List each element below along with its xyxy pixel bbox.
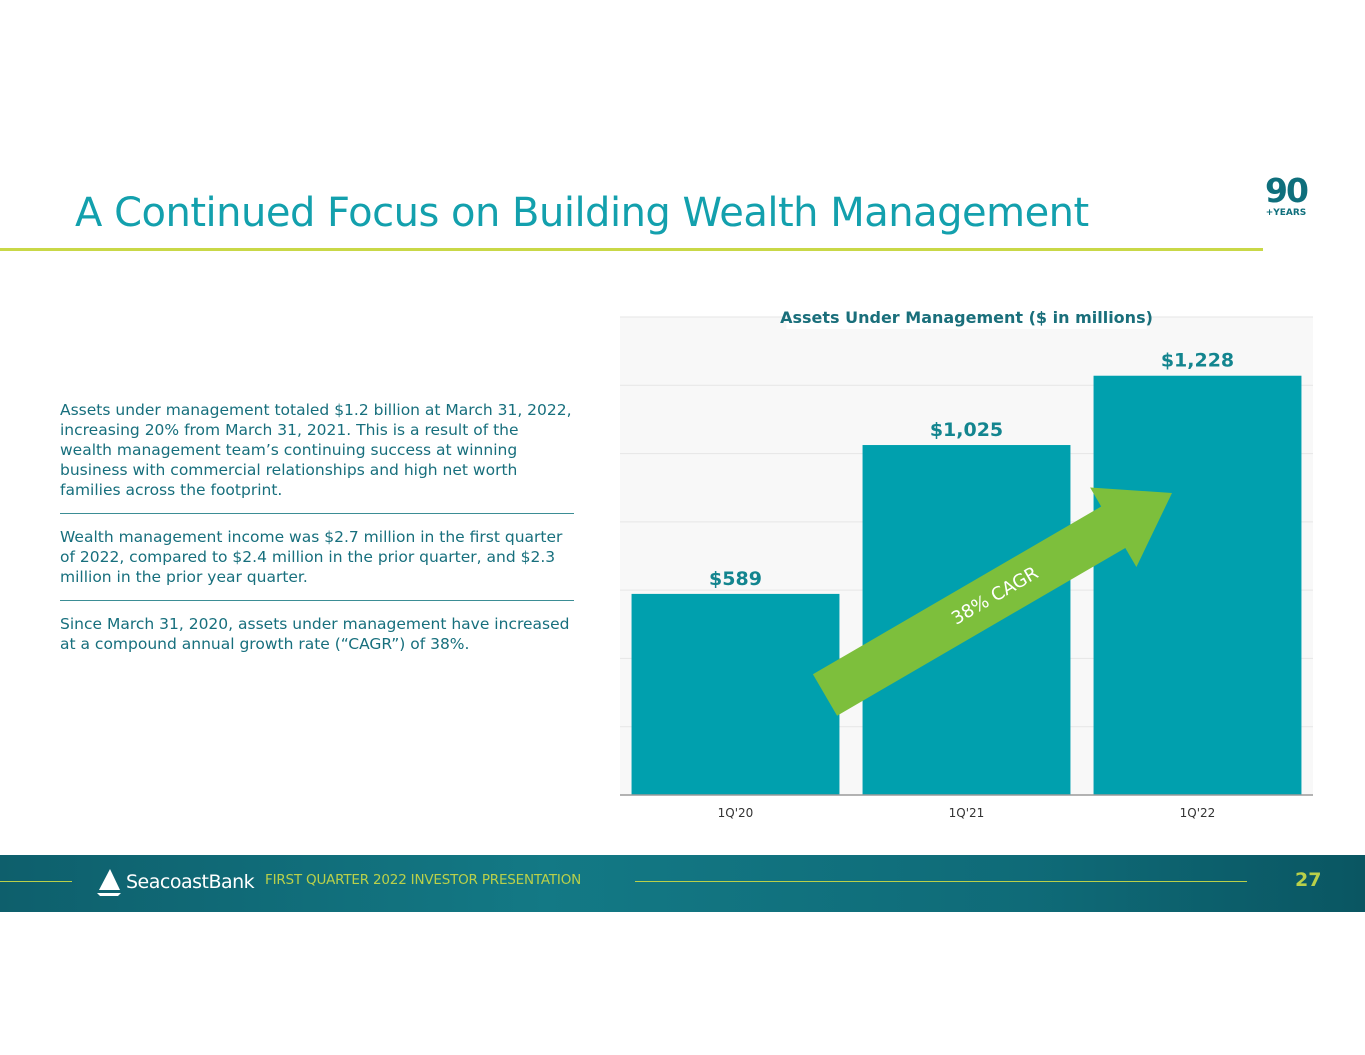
page-number: 27 <box>1295 869 1322 891</box>
x-tick-label: 1Q'20 <box>717 806 754 820</box>
logo-number: 90 <box>1265 171 1307 210</box>
chart-title: Assets Under Management ($ in millions) <box>780 308 1153 327</box>
logo-text: +YEARS <box>1265 208 1307 218</box>
footer-brand-name: SeacoastBank <box>126 871 255 893</box>
aum-bar-chart <box>600 295 1340 835</box>
ninety-years-logo <box>1258 171 1314 222</box>
chart-x-ticks <box>718 806 1216 820</box>
title-divider <box>0 248 1263 251</box>
bullet-list <box>60 400 574 680</box>
x-tick-label: 1Q'22 <box>1179 806 1216 820</box>
cagr-annotation: 38% CAGR <box>947 562 1043 630</box>
bar-value-label: $589 <box>709 567 762 590</box>
bar-0 <box>632 594 840 795</box>
bar-2 <box>1094 376 1302 795</box>
bullet-aum: Assets under management totaled $1.2 billion at March 31, 2022, increasing 20% from March 31, 2021. This is a result of the wealth management team’s continuing success at winning business with commercial relationships and high net worth families across the footprint. <box>60 400 574 514</box>
footer-line-middle <box>635 881 1247 882</box>
sailboat-icon <box>96 868 122 896</box>
footer-presentation-title: FIRST QUARTER 2022 INVESTOR PRESENTATION <box>265 872 582 888</box>
footer-bar <box>0 855 1365 912</box>
bar-value-label: $1,228 <box>1160 349 1235 372</box>
footer-brand <box>96 865 254 899</box>
x-tick-label: 1Q'21 <box>948 806 985 820</box>
slide-title: A Continued Focus on Building Wealth Management <box>75 190 1089 236</box>
bar-value-label: $1,025 <box>929 419 1004 442</box>
bullet-income: Wealth management income was $2.7 million in the first quarter of 2022, compared to $2.4 million in the prior quarter, and $2.3 million in the prior year quarter. <box>60 527 574 601</box>
bullet-cagr: Since March 31, 2020, assets under management have increased at a compound annual growth rate (“CAGR”) of 38%. <box>60 615 570 653</box>
footer-line-left <box>0 881 72 882</box>
